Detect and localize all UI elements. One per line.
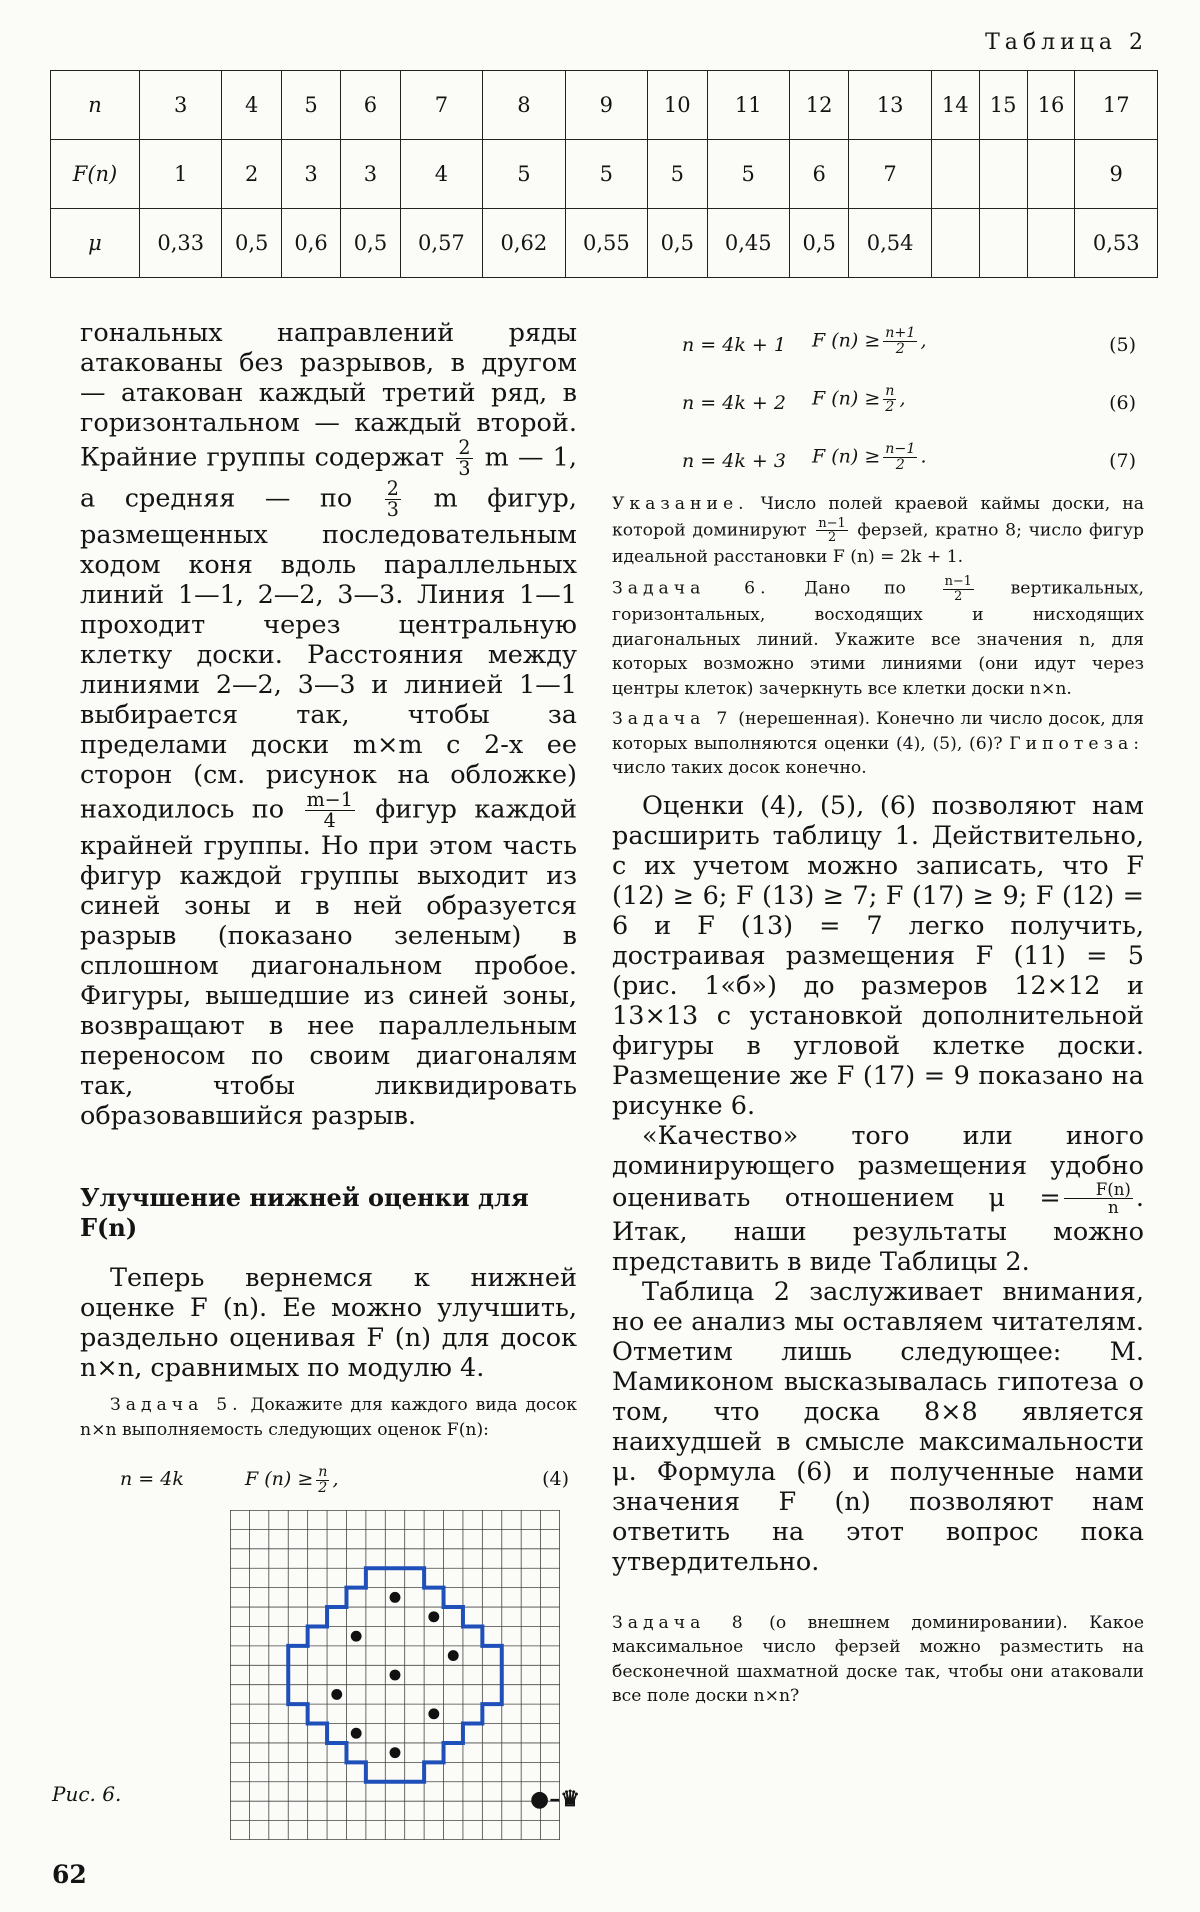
hint-label: Указание. xyxy=(612,494,749,514)
cell: 0,5 xyxy=(789,209,848,278)
cell: 0,6 xyxy=(281,209,340,278)
cell: 0,33 xyxy=(140,209,222,278)
paragraph: Таблица 2 заслуживает внимания, но ее анализ мы оставляем читателям. Отметим лишь следующее: М. Мамиконом высказывалась гипотеза о том, что доска 8×8 является наихудшей в смысле максимальности μ. Формула (6) и полученные нами значения F (n) позволяют нам ответить на этот вопрос пока утвердительно. xyxy=(612,1276,1144,1577)
cell: 8 xyxy=(483,71,565,140)
equation-4: n = 4k F (n) ≥ $\frac{n}{2}$ , (4) xyxy=(120,1464,569,1496)
queen-marker xyxy=(390,1670,401,1681)
queen-marker xyxy=(428,1611,439,1622)
cell: 4 xyxy=(400,140,482,209)
legend-queen-icon: ●–♛ xyxy=(530,1786,580,1812)
table-row-mu xyxy=(51,209,1158,278)
problem-7: Задача 7 (нерешенная). Конечно ли число досок, для которых выполняются оценки (4), (5), (6)? Гипотеза: число таких досок конечно. xyxy=(612,709,1144,779)
cell: 6 xyxy=(341,71,400,140)
cell xyxy=(931,209,979,278)
cell: 0,5 xyxy=(222,209,281,278)
equation-7: n = 4k + 3 F (n) ≥ $\frac{n-1}{2}$ . (7) xyxy=(682,441,1136,473)
queen-marker xyxy=(428,1708,439,1719)
queen-marker xyxy=(390,1747,401,1758)
table-2 xyxy=(50,70,1158,278)
cell xyxy=(979,209,1027,278)
queen-marker xyxy=(390,1592,401,1603)
cell: 5 xyxy=(707,140,789,209)
queens xyxy=(331,1592,458,1758)
fraction: $\frac{2}{3}$ xyxy=(458,436,471,481)
section-heading: Улучшение нижней оценки для F(n) xyxy=(80,1183,529,1243)
row-label-mu: μ xyxy=(51,209,140,278)
cell: 14 xyxy=(931,71,979,140)
cell: 5 xyxy=(281,71,340,140)
paragraph: Оценки (4), (5), (6) позволяют нам расширить таблицу 1. Действительно, с их учетом можно записать, что F (12) ≥ 6; F (13) ≥ 7; F (17) ≥ 9; F (12) = 6 и F (13) = 7 легко получить, достраивая размещения F (11) = 5 (рис. 1«б») до размеров 12×12 и 13×13 с установкой дополнительной фигуры в угловой клетке доски. Размещение же F (17) = 9 показано на рисунке 6. xyxy=(612,790,1144,1121)
problem-5 xyxy=(80,1393,577,1442)
row-label-n: n xyxy=(51,71,140,140)
hint: Указание. Число полей краевой каймы доски, на которой доминируют $\frac{n-1}{2}$ ферзей, кратно 8; число фигур идеальной расстановки F (n) = 2k + 1. xyxy=(612,494,1144,567)
fraction: $\frac{m-1}{4}$ xyxy=(306,788,353,833)
cell: 1 xyxy=(140,140,222,209)
cell: 7 xyxy=(849,140,931,209)
queen-marker xyxy=(331,1689,342,1700)
equation-6: n = 4k + 2 F (n) ≥ $\frac{n}{2}$ , (6) xyxy=(682,383,1136,415)
cell: 0,5 xyxy=(341,209,400,278)
cell: 15 xyxy=(979,71,1027,140)
cell: 10 xyxy=(648,71,707,140)
cell: 3 xyxy=(281,140,340,209)
problem-label: Задача 5. xyxy=(110,1395,243,1416)
table-row-F xyxy=(51,140,1158,209)
text: фигур каждой крайней группы. Но при этом часть фигур каждой группы выходит из синей зоны и в ней образуется разрыв (показано зеленым) в сплошном диагональном пробое. Фигуры, вышедшие из синей зоны, возвращают в нее параллельным переносом по своим диагоналям так, чтобы ликвидировать образовавшийся разрыв. xyxy=(80,794,578,1132)
figure-caption: Рис. 6. xyxy=(52,1782,122,1806)
equation-5: n = 4k + 1 F (n) ≥ $\frac{n+1}{2}$ , (5) xyxy=(682,325,1136,357)
row-label-F: F(n) xyxy=(51,140,140,209)
cell: 0,45 xyxy=(707,209,789,278)
cell xyxy=(931,140,979,209)
cell: 0,5 xyxy=(648,209,707,278)
cell xyxy=(1027,209,1075,278)
problem-label: Задача 7 xyxy=(612,709,733,730)
cell: 0,53 xyxy=(1075,209,1158,278)
cell: 3 xyxy=(140,71,222,140)
problem-label: Задача 8 xyxy=(612,1612,748,1633)
queen-marker xyxy=(351,1631,362,1642)
queen-marker xyxy=(448,1650,459,1661)
table-caption: Таблица 2 xyxy=(985,30,1148,55)
cell: 0,62 xyxy=(483,209,565,278)
left-column xyxy=(80,318,577,1508)
text: m — 1, а средняя — по xyxy=(80,442,578,514)
cell: 9 xyxy=(565,71,647,140)
cell: 0,54 xyxy=(849,209,931,278)
text: Докажите для каждого вида досок n×n выполняемость следующих оценок F(n): xyxy=(80,1395,577,1440)
cell xyxy=(1027,140,1075,209)
problem-label: Задача 6. xyxy=(612,578,771,599)
cell xyxy=(979,140,1027,209)
cell: 5 xyxy=(565,140,647,209)
cell: 0,55 xyxy=(565,209,647,278)
cell: 6 xyxy=(789,140,848,209)
paragraph: Теперь вернемся к нижней оценке F (n). Ее можно улучшить, раздельно оценивая F (n) для досок n×n, сравнимых по модулю 4. xyxy=(80,1263,577,1384)
cell: 5 xyxy=(648,140,707,209)
paragraph: «Качество» того или иного доминирующего размещения удобно оценивать отношением μ = $\frac{F(n)}{n}$ . Итак, наши результаты можно представить в виде Таблицы 2. xyxy=(612,1120,1144,1277)
problem-8: Задача 8 (о внешнем доминировании). Какое максимальное число ферзей можно разместить на бесконечной шахматной доске так, чтобы они атаковали все поле доски n×n? xyxy=(612,1612,1145,1706)
fraction: $\frac{2}{3}$ xyxy=(386,477,399,522)
cell: 0,57 xyxy=(400,209,482,278)
cell: 12 xyxy=(789,71,848,140)
cell: 5 xyxy=(483,140,565,209)
queen-marker xyxy=(351,1728,362,1739)
cell: 3 xyxy=(341,140,400,209)
problem-6: Задача 6. Дано по $\frac{n-1}{2}$ вертикальных, горизонтальных, восходящих и нисходящих диагональных линий. Укажите все значения n, для которых возможно этими линиями (они идут через центры клеток) зачеркнуть все клетки доски n×n. xyxy=(612,574,1144,699)
cell: 13 xyxy=(849,71,931,140)
table-row-n xyxy=(51,71,1158,140)
paragraph xyxy=(80,318,577,1131)
cell: 4 xyxy=(222,71,281,140)
figure-6-board xyxy=(230,1510,560,1840)
cell: 11 xyxy=(707,71,789,140)
cell: 16 xyxy=(1027,71,1075,140)
right-column xyxy=(612,318,1144,1709)
page-number: 62 xyxy=(52,1860,87,1889)
cell: 7 xyxy=(400,71,482,140)
cell: 17 xyxy=(1075,71,1158,140)
cell: 2 xyxy=(222,140,281,209)
cell: 9 xyxy=(1075,140,1158,209)
text: m фигур, размещенных последовательным ходом коня вдоль параллельных линий 1—1, 2—2, 3—3. Линия 1—1 проходит через центральную клетку доски. Расстояния между линиями 2—2, 3—3 и линией 1—1 выбирается так, чтобы за пределами доски m×m с 2-х ее сторон (см. рисунок на обложке) находилось по xyxy=(80,483,577,825)
text: гональных направлений ряды атакованы без разрывов, в другом — атакован каждый третий ряд, в горизонтальном — каждый второй. Крайние группы содержат xyxy=(80,318,577,473)
right-body xyxy=(612,791,1144,1577)
